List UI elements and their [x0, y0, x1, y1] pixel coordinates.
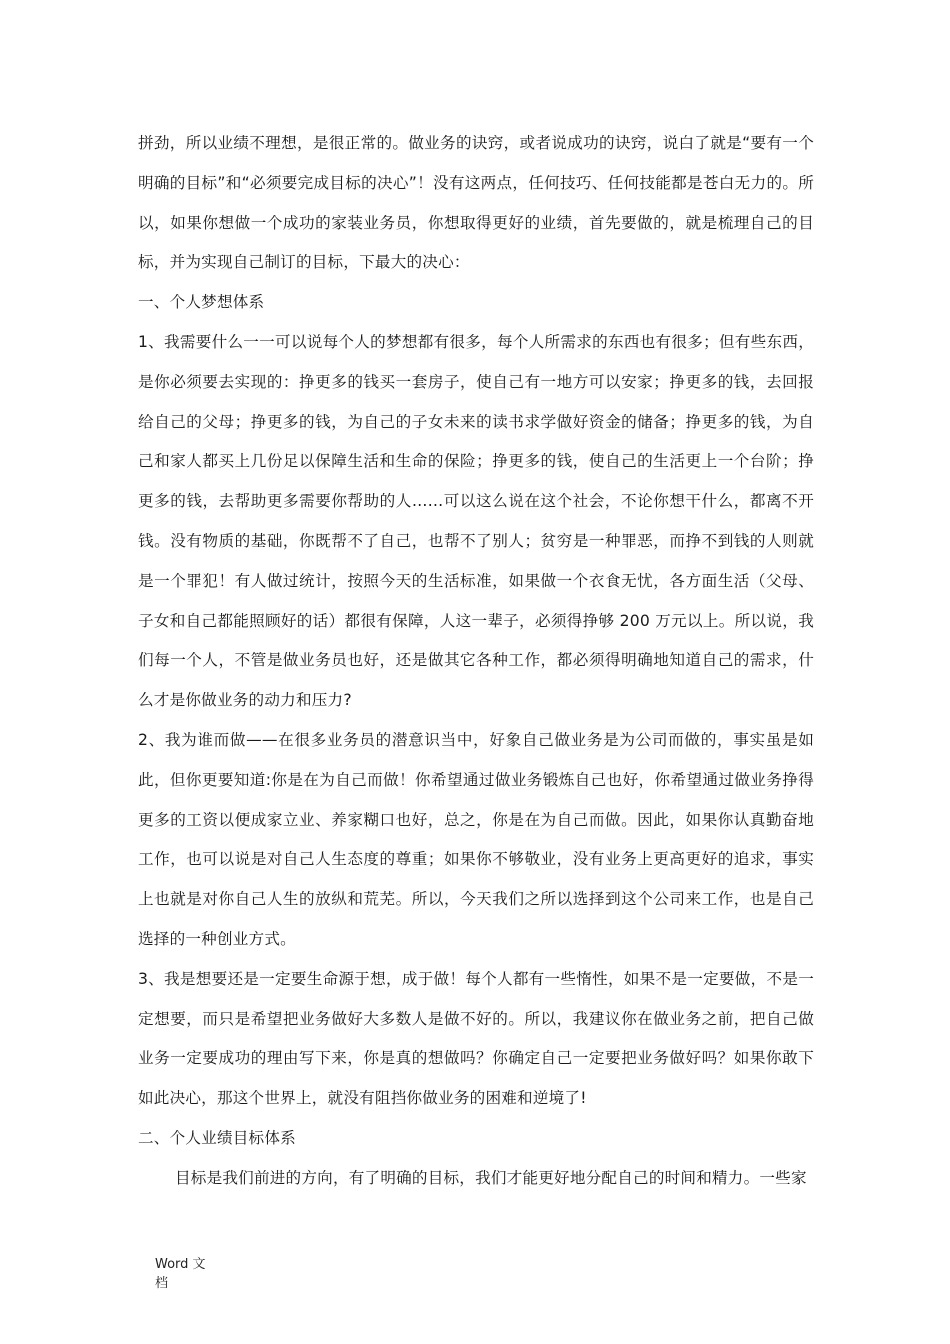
section-heading-2: 二、个人业绩目标体系 — [138, 1128, 296, 1147]
paragraph-goals: 目标是我们前进的方向，有了明确的目标，我们才能更好地分配自己的时间和精力。一些家 — [175, 1168, 807, 1187]
paragraph-item-2: 2、我为谁而做——在很多业务员的潜意识当中，好象自己做业务是为公司而做的，事实虽是如此，但你更要知道:你是在为自己而做！你希望通过做业务锻炼自己也好，你希望通过做业务挣得更多的工资以便成家立业、养家糊口也好，总之，你是在为自己而做。因此，如果你认真勤奋地工作，也可以说是对自己人生态度的尊重；如果你不够敬业，没有业务上更高更好的追求，事实上也就是对你自己人生的放纵和荒芜。所以，今天我们之所以选择到这个公司来工作，也是自己选择的一种创业方式。 — [138, 730, 814, 948]
paragraph-intro: 拼劲，所以业绩不理想，是很正常的。做业务的诀窍，或者说成功的诀窍，说白了就是“要有一个明确的目标”和“必须要完成目标的决心”！没有这两点，任何技巧、任何技能都是苍白无力的。所以，如果你想做一个成功的家装业务员，你想取得更好的业绩，首先要做的，就是梳理自己的目标，并为实现自己制订的目标，下最大的决心： — [138, 134, 814, 272]
paragraph-item-1: 1、我需要什么一一可以说每个人的梦想都有很多，每个人所需求的东西也有很多；但有些东西，是你必须要去实现的：挣更多的钱买一套房子，使自己有一地方可以安家；挣更多的钱，去回报给自己的父母；挣更多的钱，为自己的子女未来的读书求学做好资金的储备；挣更多的钱，为自己和家人都买上几份足以保障生活和生命的保险；挣更多的钱，使自己的生活更上一个台阶；挣更多的钱，去帮助更多需要你帮助的人……可以这么说在这个社会，不论你想干什么，都离不开钱。没有物质的基础，你既帮不了自己，也帮不了别人；贫穷是一种罪恶，而挣不到钱的人则就是一个罪犯！有人做过统计，按照今天的生活标准，如果做一个衣食无忧，各方面生活（父母、子女和自己都能照顾好的话）都很有保障，人这一辈子，必须得挣够 200 万元以上。所以说，我们每一个人，不管是做业务员也好，还是做其它各种工作，都必须得明确地知道自己的需求，什么才是你做业务的动力和压力? — [138, 332, 814, 710]
section-heading-1: 一、个人梦想体系 — [138, 293, 265, 312]
document-body — [138, 124, 814, 1199]
paragraph-item-3: 3、我是想要还是一定要生命源于想，成于做！每个人都有一些惰性，如果不是一定要做，不是一定想要，而只是希望把业务做好大多数人是做不好的。所以，我建议你在做业务之前，把自己做业务一定要成功的理由写下来，你是真的想做吗？你确定自己一定要把业务做好吗？如果你敢下如此决心，那这个世界上，就没有阻挡你做业务的困难和逆境了! — [138, 969, 814, 1108]
page-footer: Word 文档 — [155, 1257, 206, 1291]
